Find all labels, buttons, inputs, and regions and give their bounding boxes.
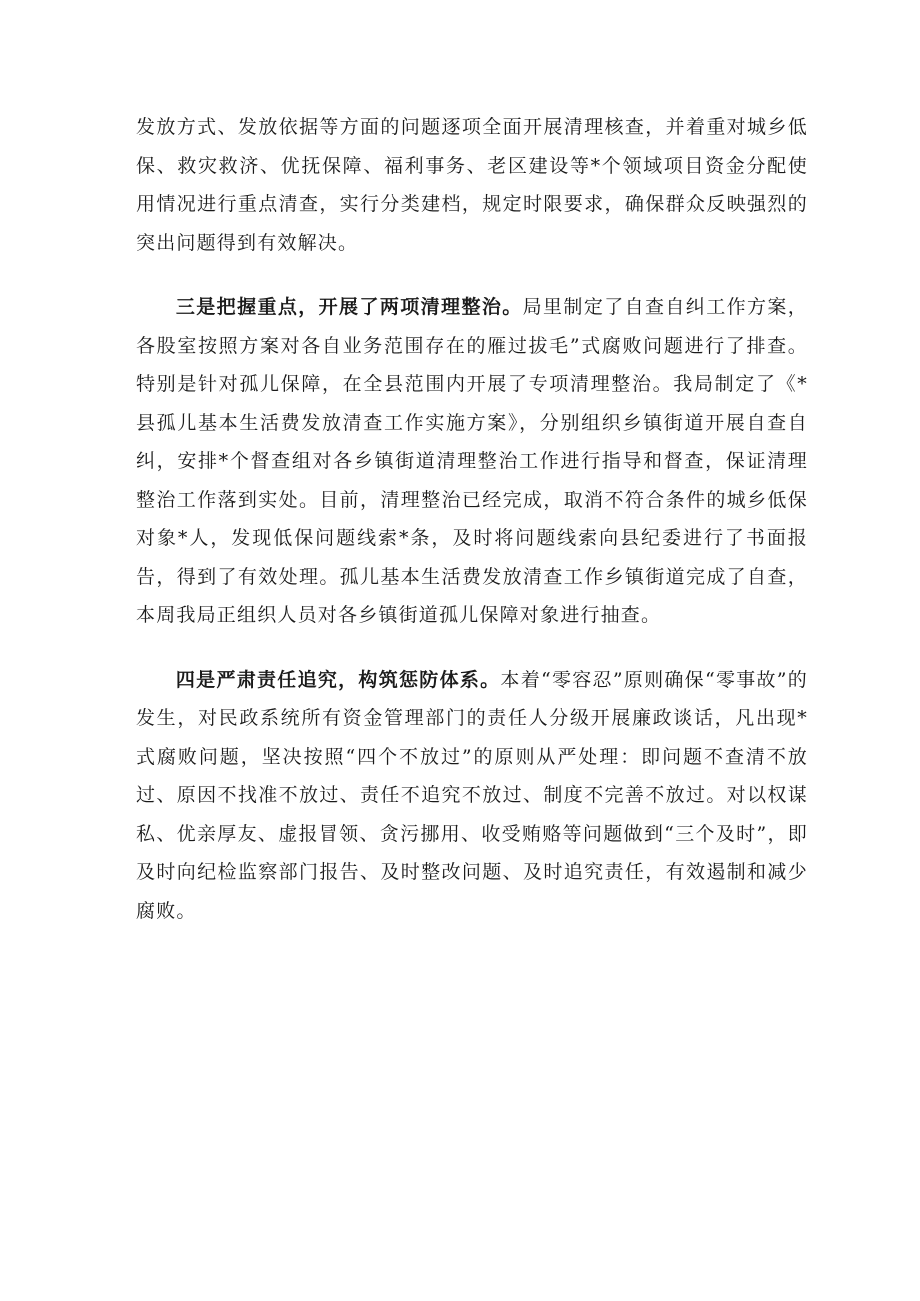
paragraph-point-four	[136, 661, 808, 931]
paragraph-2-heading: 三是把握重点，开展了两项清理整治。	[175, 296, 523, 318]
paragraph-point-three	[136, 288, 808, 635]
paragraph-continuation	[136, 108, 808, 262]
paragraph-1-text: 发放方式、发放依据等方面的问题逐项全面开展清理核查，并着重对城乡低保、救灾救济、优抚保障、福利事务、老区建设等*个领域项目资金分配使用情况进行重点清查，实行分类建档，规定时限要求，确保群众反映强烈的突出问题得到有效解决。	[136, 116, 808, 254]
paragraph-3-text: 本着“零容忍”原则确保“零事故”的发生，对民政系统所有资金管理部门的责任人分级开展廉政谈话，凡出现*式腐败问题，坚决按照“四个不放过”的原则从严处理：即问题不查清不放过、原因不找准不放过、责任不追究不放过、制度不完善不放过。对以权谋私、优亲厚友、虚报冒领、贪污挪用、收受贿赂等问题做到“三个及时”，即及时向纪检监察部门报告、及时整改问题、及时追究责任，有效遏制和减少腐败。	[136, 668, 808, 922]
paragraph-2-text: 局里制定了自查自纠工作方案，各股室按照方案对各自业务范围存在的雁过拔毛”式腐败问题进行了排查。特别是针对孤儿保障，在全县范围内开展了专项清理整治。我局制定了《*县孤儿基本生活费发放清查工作实施方案》，分别组织乡镇街道开展自查自纠，安排*个督查组对各乡镇街道清理整治工作进行指导和督查，保证清理整治工作落到实处。目前，清理整治已经完成，取消不符合条件的城乡低保对象*人，发现低保问题线索*条，及时将问题线索向县纪委进行了书面报告，得到了有效处理。孤儿基本生活费发放清查工作乡镇街道完成了自查，本周我局正组织人员对各乡镇街道孤儿保障对象进行抽查。	[136, 296, 808, 626]
document-page	[136, 108, 808, 930]
paragraph-3-heading: 四是严肃责任追究，构筑惩防体系。	[175, 668, 501, 691]
